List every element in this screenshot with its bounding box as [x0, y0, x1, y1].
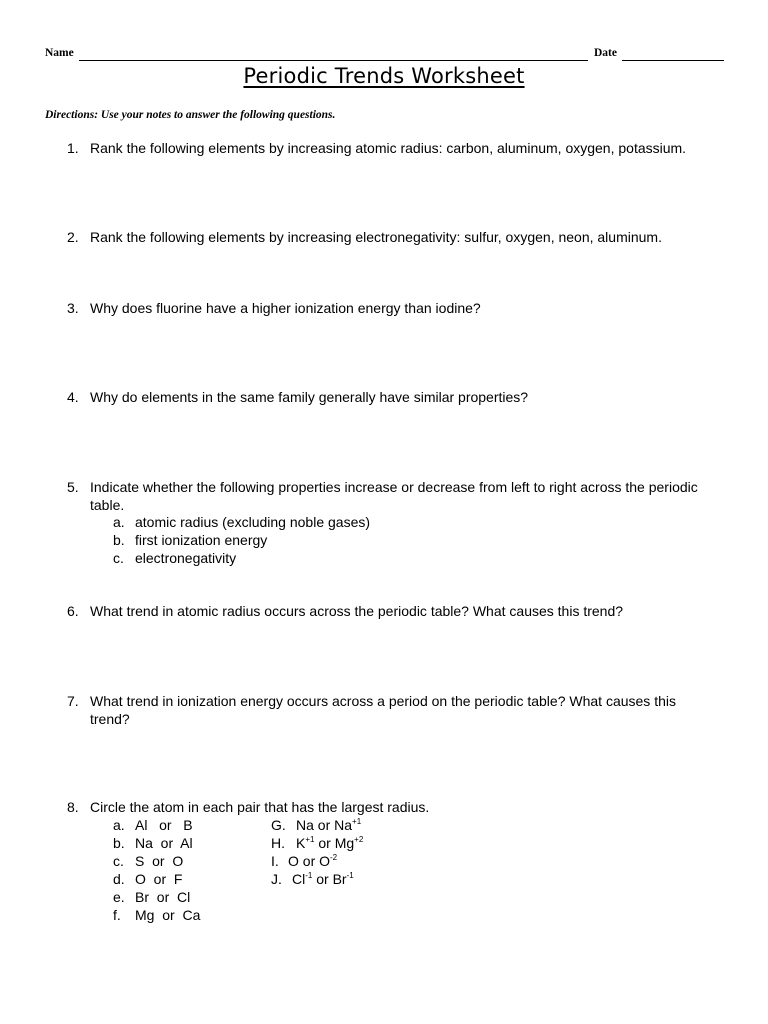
- item-text: Mg or Ca: [135, 907, 201, 923]
- question-number: 8.: [67, 799, 79, 815]
- date-field[interactable]: [622, 60, 724, 61]
- item-text: $Cl^{-1}$ or $Br^{-1}$: [292, 871, 354, 887]
- question-text: Indicate whether the following properties increase or decrease from left to right across the periodic table.: [90, 479, 698, 513]
- question-text: What trend in atomic radius occurs across the periodic table? What causes this trend?: [90, 603, 624, 619]
- item-text: O or F: [135, 871, 183, 887]
- question-text: Why do elements in the same family generally have similar properties?: [90, 389, 529, 405]
- name-field[interactable]: [79, 60, 588, 61]
- question-text: Rank the following elements by increasing electronegativity: sulfur, oxygen, neon, aluminum.: [90, 229, 662, 245]
- item-label: e.: [113, 889, 125, 905]
- item-text: S or O: [135, 853, 184, 869]
- question-number: 2.: [67, 229, 79, 245]
- item-text: $K^{+1}$ or $Mg^{+2}$: [296, 835, 364, 851]
- item-label: H.: [271, 835, 285, 851]
- item-text: first ionization energy: [135, 532, 268, 548]
- question-number: 6.: [67, 603, 79, 619]
- item-label: a.: [113, 817, 125, 833]
- date-label: Date: [594, 47, 617, 59]
- question-text: Rank the following elements by increasing atomic radius: carbon, aluminum, oxygen, potassium.: [90, 140, 687, 156]
- item-label: J.: [271, 871, 282, 887]
- item-label: a.: [113, 514, 125, 530]
- item-label: c.: [113, 550, 124, 566]
- item-text: Al or B: [135, 817, 193, 833]
- item-label: I.: [271, 853, 279, 869]
- item-label: b.: [113, 835, 125, 851]
- item-label: f.: [113, 907, 121, 923]
- item-text: Na or Al: [135, 835, 193, 851]
- item-text: atomic radius (excluding noble gases): [135, 514, 371, 530]
- question-text: What trend in ionization energy occurs across a period on the periodic table? What causes this trend?: [90, 693, 676, 727]
- question-number: 1.: [67, 140, 79, 156]
- name-label: Name: [45, 47, 74, 59]
- item-text: Br or Cl: [135, 889, 191, 905]
- question-number: 7.: [67, 693, 79, 709]
- item-text: Na or $Na^{+1}$: [296, 817, 362, 833]
- directions: Directions: Use your notes to answer the following questions.: [45, 109, 336, 121]
- page-title: Periodic Trends Worksheet: [243, 64, 525, 88]
- item-label: d.: [113, 871, 125, 887]
- question-number: 4.: [67, 389, 79, 405]
- question-text: Why does fluorine have a higher ionization energy than iodine?: [90, 300, 481, 316]
- item-text: O or $O^{-2}$: [288, 853, 338, 869]
- item-label: c.: [113, 853, 124, 869]
- question-number: 3.: [67, 300, 79, 316]
- item-label: G.: [271, 817, 286, 833]
- question-number: 5.: [67, 479, 79, 495]
- item-label: b.: [113, 532, 125, 548]
- question-text: Circle the atom in each pair that has the largest radius.: [90, 799, 430, 815]
- item-text: electronegativity: [135, 550, 237, 566]
